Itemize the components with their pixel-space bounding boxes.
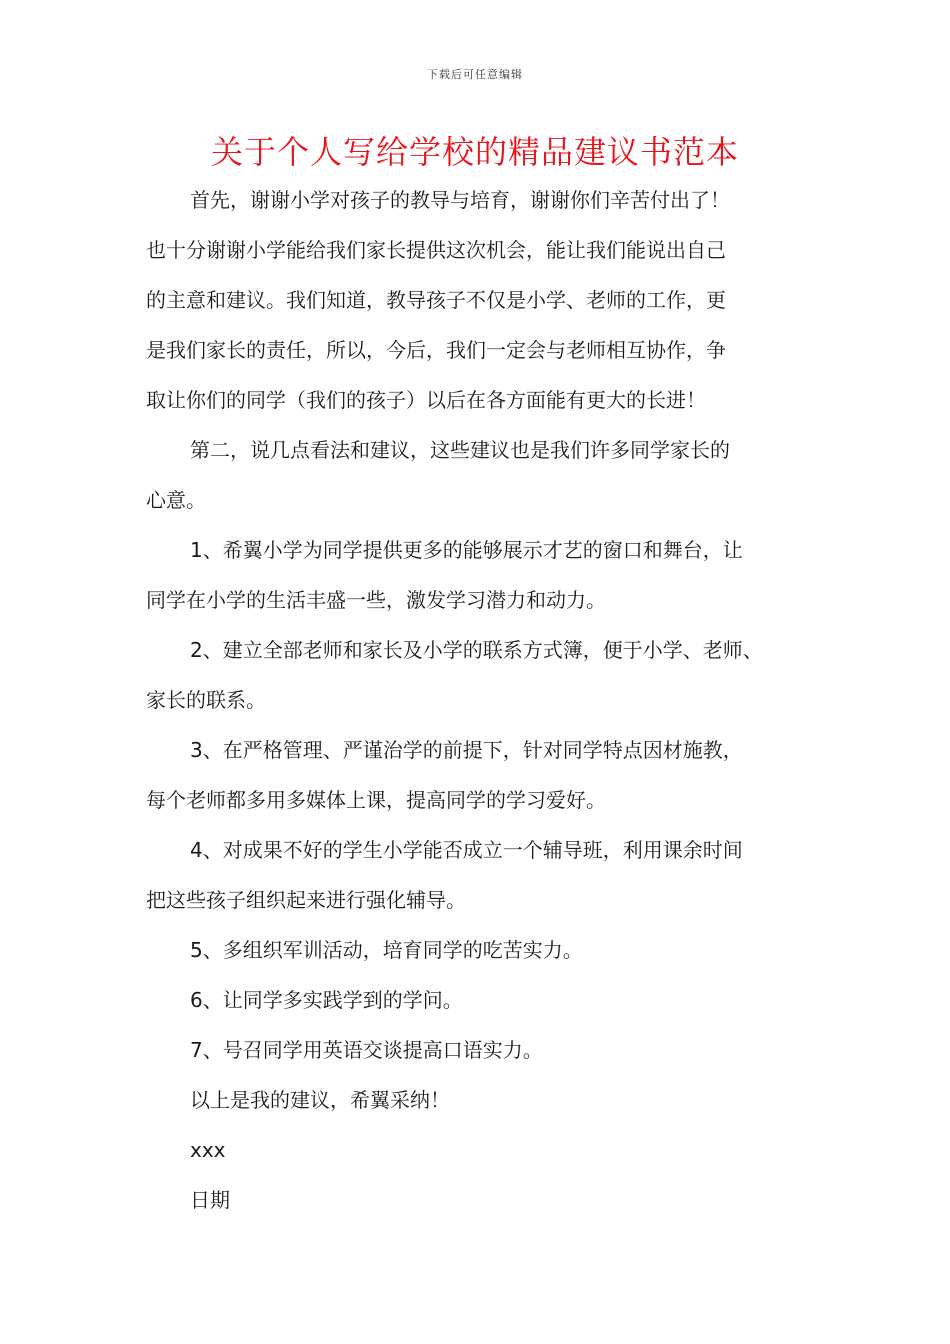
suggestion-item-7	[146, 1025, 826, 1075]
document-title: 关于个人写给学校的精品建议书范本	[210, 133, 739, 171]
text-line: 把这些孩子组织起来进行强化辅导。	[146, 888, 466, 912]
signature	[146, 1125, 826, 1175]
text-line: xxx	[190, 1138, 226, 1162]
text-line: 每个老师都多用多媒体上课，提高同学的学习爱好。	[146, 788, 606, 812]
text-line: 4、对成果不好的学生小学能否成立一个辅导班，利用课余时间	[190, 838, 743, 862]
suggestion-item-4	[146, 825, 826, 925]
header-note: 下载后可任意编辑	[427, 68, 523, 81]
text-line: 3、在严格管理、严谨治学的前提下，针对同学特点因材施教，	[190, 738, 743, 762]
text-line: 也十分谢谢小学能给我们家长提供这次机会，能让我们能说出自己	[146, 238, 726, 262]
text-line: 是我们家长的责任，所以，今后，我们一定会与老师相互协作，争	[146, 338, 726, 362]
text-line: 心意。	[146, 488, 206, 512]
text-line: 5、多组织军训活动，培育同学的吃苦实力。	[190, 938, 583, 962]
text-line: 1、希翼小学为同学提供更多的能够展示才艺的窗口和舞台，让	[190, 538, 743, 562]
text-line: 的主意和建议。我们知道，教导孩子不仅是小学、老师的工作，更	[146, 288, 726, 312]
suggestion-item-2	[146, 625, 826, 725]
text-line: 6、让同学多实践学到的学问。	[190, 988, 463, 1012]
text-line: 7、号召同学用英语交谈提高口语实力。	[190, 1038, 543, 1062]
text-line: 日期	[190, 1188, 230, 1212]
text-line: 首先，谢谢小学对孩子的教导与培育，谢谢你们辛苦付出了！	[190, 188, 730, 212]
suggestion-item-6	[146, 975, 826, 1025]
document-body	[146, 175, 826, 1225]
text-line: 2、建立全部老师和家长及小学的联系方式簿，便于小学、老师、	[190, 638, 763, 662]
text-line: 以上是我的建议，希翼采纳！	[190, 1088, 450, 1112]
suggestion-item-1	[146, 525, 826, 625]
suggestion-item-3	[146, 725, 826, 825]
suggestion-item-5	[146, 925, 826, 975]
text-line: 第二，说几点看法和建议，这些建议也是我们许多同学家长的	[190, 438, 730, 462]
date-line	[146, 1175, 826, 1225]
text-line: 取让你们的同学（我们的孩子）以后在各方面能有更大的长进！	[146, 388, 706, 412]
paragraph-intro	[146, 175, 826, 425]
paragraph-second	[146, 425, 826, 525]
closing-line	[146, 1075, 826, 1125]
text-line: 家长的联系。	[146, 688, 266, 712]
text-line: 同学在小学的生活丰盛一些，激发学习潜力和动力。	[146, 588, 606, 612]
